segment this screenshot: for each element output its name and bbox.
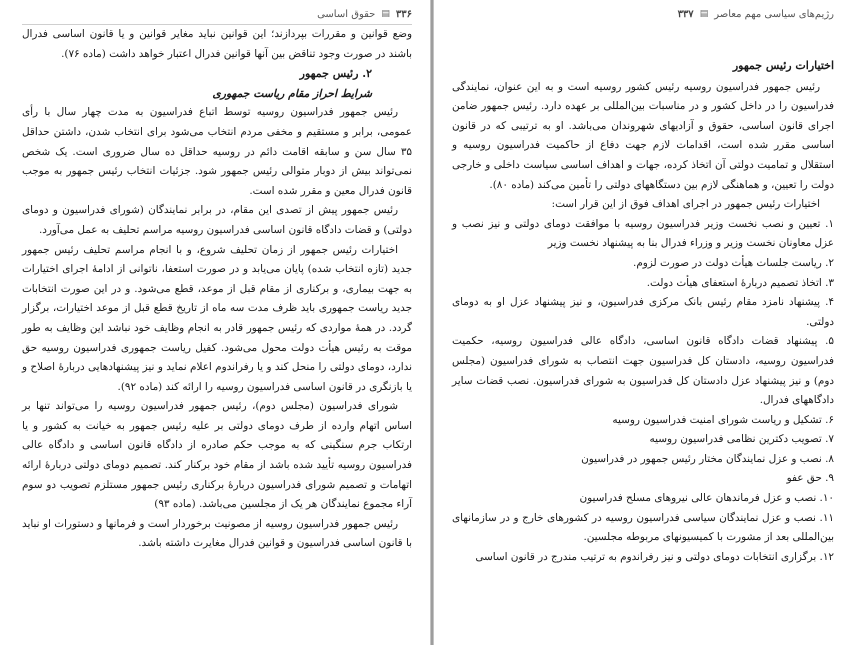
powers-list: [452, 215, 834, 568]
list-item: ۱. تعیین و نصب نخست وزیر فدراسیون روسیه با موافقت دومای دولتی و نیز نصب و عزل معاونان نخست وزیر و وزراء فدرال بنا به پیشنهاد نخست وزیر: [452, 217, 834, 250]
running-title: رژیم‌های سیاسی مهم معاصر: [714, 8, 834, 20]
paragraph: شورای فدراسیون (مجلس دوم)، رئیس جمهور فدراسیون روسیه را می‌تواند تنها بر اساس اتهام وارده از طرف دومای دولتی بر علیه رئیس جمهور به خیانت به کشور و یا ارتکاب جرم سنگینی که به موجب حکم صادره از دادگاه قانون اساسی و دادگاه عالی فدراسیون روسیه تأیید شده باشد از مقام خود برکنار کند. تصمیم دومای دولتی دربارهٔ ارائه اتهامات و تصمیم شورای فدراسیون دربارهٔ برکناری رئیس جمهور مستلزم تصویب دو سوم آراء مجموع نمایندگان هر یک از مجلسین می‌باشد. (ماده ۹۳): [22, 400, 412, 511]
paragraph: رئیس جمهور فدراسیون روسیه از مصونیت برخوردار است و فرمانها و دستورات او نباید با قانون اساسی فدراسیون و قوانین فدرال مغایرت داشته باشد.: [22, 517, 412, 550]
paragraph: رئیس جمهور فدراسیون روسیه توسط اتباع فدراسیون به مدت چهار سال با رأی عمومی، برابر و مستقیم و مخفی مردم انتخاب می‌شود برای انتخاب شدن، داشتن حداقل ۳۵ سال سن و سابقه اقامت دائم در روسیه حداقل ده سال ضروری است. یک شخص نمی‌تواند بیش از دوبار متوالی رئیس جمهور شود. جزئیات انتخاب رئیس جمهور به موجب قانون فدرال معین و مقرر شده است.: [22, 106, 412, 197]
paragraph: رئیس جمهور پیش از تصدی این مقام، در برابر نمایندگان (شورای فدراسیون و دومای دولتی) و قضات دادگاه قانون اساسی فدراسیون روسیه مراسم تحلیف به عمل می‌آورد.: [22, 204, 412, 236]
right-page: [434, 0, 856, 645]
list-item: ۱۱. نصب و عزل نمایندگان سیاسی فدراسیون روسیه در کشورهای خارج و در سازمانهای بین‌المللی بعد از مشورت با کمیسیونهای مربوطه مجلسین.: [452, 511, 834, 544]
left-page-body: [22, 25, 412, 554]
list-item: ۱۰. نصب و عزل فرماندهان عالی نیروهای مسلح فدراسیون: [579, 492, 834, 505]
list-item: ۳. اتخاذ تصمیم دربارهٔ استعفای هیأت دولت.: [646, 276, 834, 289]
left-page-header: [22, 6, 412, 25]
page-number: ۳۳۶: [395, 8, 412, 20]
page-number: ۳۳۷: [677, 8, 694, 20]
paragraph: اختیارات رئیس جمهور از زمان تحلیف شروع، و با انجام مراسم تحلیف رئیس جمهور جدید (تازه انتخاب شده) پایان می‌یابد و در صورت استعفا، ناتوانی از ادامهٔ اجرای اختیارات به جهت بیماری، و برکناری از مقام قبل از موعد، قطع می‌شود. و در این صورت انتخابات جدید ریاست جمهوری باید ظرف مدت سه ماه از تاریخ قطع قبل از موعد اختیارات، برگزار گردد. در همهٔ مواردی که رئیس جمهور قادر به انجام وظایف خود نباشد این وظایف به طور موقت به رئیس هیأت دولت محول می‌شود. کفیل ریاست جمهوری فدراسیون روسیه حق ندارد، دومای دولتی را منحل کند و یا رفراندوم اعلام نماید و نیز پیشنهادهایی دربارهٔ اصلاح و یا بازنگری در قانون اساسی فدراسیون روسیه را ارائه کند (ماده ۹۲).: [22, 243, 412, 393]
section-heading: ۲. رئیس جمهور: [299, 67, 372, 81]
list-item: ۵. پیشنهاد قضات دادگاه قانون اساسی، دادگاه عالی فدراسیون روسیه، حکمیت فدراسیون روسیه، دادستان کل فدراسیون جهت انتصاب به شورای فدراسیون (مجلس دوم) و نیز پیشنهاد عزل دادستان کل فدراسیون به شورای فدراسیون. نصب قضات سایر دادگاههای فدرال.: [452, 335, 834, 407]
list-item: ۷. تصویب دکترین نظامی فدراسیون روسیه: [649, 433, 834, 446]
header-marker-icon: ▤: [381, 9, 390, 19]
running-title: حقوق اساسی: [317, 8, 376, 20]
paragraph: وضع قوانین و مقررات بپردازند؛ این قوانین نباید مغایر قوانین و یا قانون اساسی فدرال باشند در صورت وجود تناقض بین آنها قوانین فدرال اعتبار خواهد داشت (ماده ۷۶).: [22, 28, 412, 60]
section-heading: اختیارات رئیس جمهور: [732, 59, 834, 72]
paragraph: رئیس جمهور فدراسیون روسیه رئیس کشور روسیه است و به این عنوان، نمایندگی فدراسیون را در داخل کشور و در مناسبات بین‌المللی بر عهده دارد. رئیس جمهور ضامن اجرای قانون اساسی، حقوق و آزادیهای شهروندان می‌باشد. او به ترتیبی که در قانون اساسی مقرر شده است، اقدامات لازم جهت دفاع از حاکمیت فدراسیون روسیه و استقلال و تمامیت دولتی آن اتخاذ کرده، جهات و اهداف اساسی سیاست داخلی و خارجی دولت را تعیین، و هماهنگی لازم بین دستگاههای دولتی را تأمین می‌کند (ماده ۸۰).: [452, 80, 834, 191]
right-page-body: [452, 56, 834, 567]
header-marker-icon: ▤: [699, 9, 709, 19]
list-item: ۶. تشکیل و ریاست شورای امنیت فدراسیون روسیه: [612, 413, 834, 426]
right-page-header: [452, 6, 834, 24]
list-item: ۹. حق عفو: [786, 472, 834, 485]
list-item: ۲. ریاست جلسات هیأت دولت در صورت لزوم.: [633, 256, 834, 269]
paragraph: اختیارات رئیس جمهور در اجرای اهداف فوق از این قرار است:: [551, 198, 820, 211]
list-item: ۴. پیشنهاد نامزد مقام رئیس بانک مرکزی فدراسیون، و نیز پیشنهاد عزل او به دومای دولتی.: [452, 296, 834, 328]
list-item: ۱۲. برگزاری انتخابات دومای دولتی و نیز رفراندوم به ترتیب مندرج در قانون اساسی: [475, 550, 834, 563]
list-item: ۸. نصب و عزل نمایندگان مختار رئیس جمهور در فدراسیون: [581, 452, 834, 465]
subsection-heading: شرایط احراز مقام ریاست جمهوری: [212, 86, 372, 100]
